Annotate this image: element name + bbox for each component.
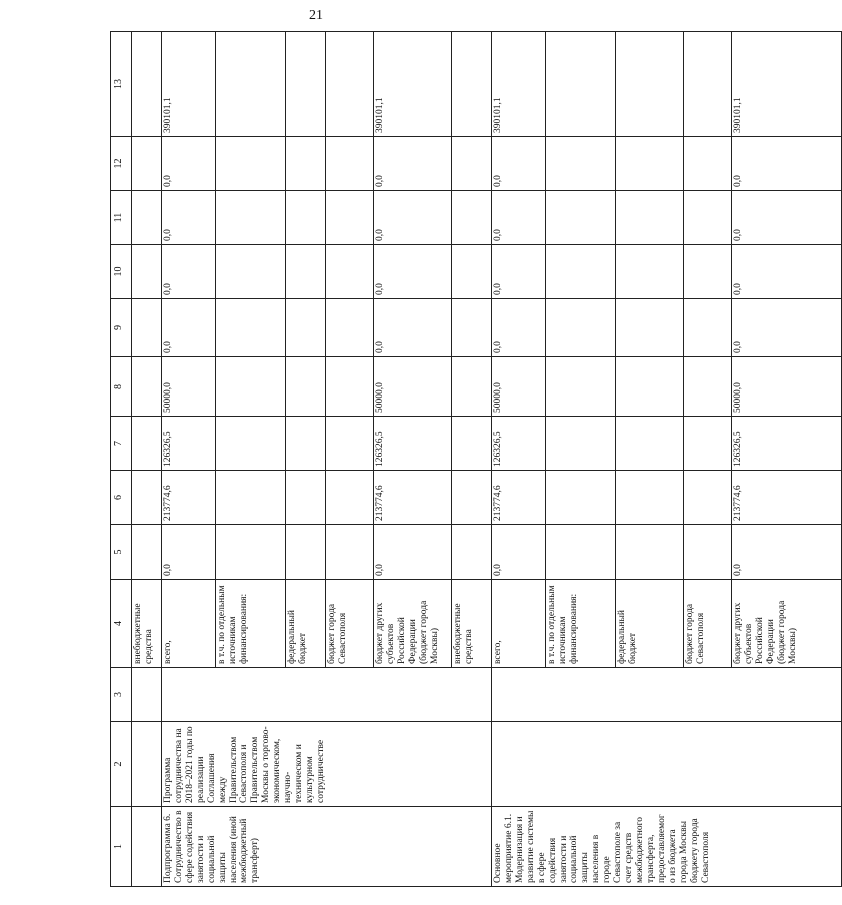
value-cell: 213774,6 <box>732 471 842 525</box>
value-cell <box>216 191 286 245</box>
value-cell <box>286 417 326 471</box>
value-cell: 0,0 <box>732 137 842 191</box>
funding-source-cell: бюджет других субъектов Российской Федерации (бюджет города Москвы) <box>374 580 452 668</box>
value-cell <box>616 245 684 299</box>
value-cell <box>286 525 326 580</box>
column-number: 4 <box>111 580 132 668</box>
value-cell <box>616 299 684 357</box>
value-cell: 0,0 <box>374 299 452 357</box>
value-cell <box>286 32 326 137</box>
responsible-cell <box>492 668 842 722</box>
value-cell: 213774,6 <box>162 471 216 525</box>
value-cell: 126326,5 <box>374 417 452 471</box>
value-cell: 0,0 <box>492 191 546 245</box>
value-cell <box>684 245 732 299</box>
value-cell <box>452 137 492 191</box>
funding-source-cell: бюджет города Севастополя <box>684 580 732 668</box>
value-cell <box>326 245 374 299</box>
value-cell <box>684 191 732 245</box>
carry-over-row <box>132 32 162 887</box>
value-cell: 0,0 <box>162 191 216 245</box>
value-cell: 390101,1 <box>732 32 842 137</box>
value-cell <box>286 471 326 525</box>
value-cell <box>616 525 684 580</box>
value-cell <box>684 32 732 137</box>
value-cell <box>684 525 732 580</box>
financing-table <box>110 31 842 887</box>
value-cell: 0,0 <box>374 137 452 191</box>
item-name-cell: Подпрограмма 6. Сотрудничество в сфере содействия занятости и социальной защиты населения (иной межбюджетный трансферт) <box>162 807 492 887</box>
value-cell: 50000,0 <box>374 357 452 417</box>
value-cell <box>616 137 684 191</box>
value-cell <box>616 32 684 137</box>
value-cell <box>616 191 684 245</box>
program-basis-cell <box>492 722 842 807</box>
value-cell: 390101,1 <box>162 32 216 137</box>
value-cell: 0,0 <box>492 525 546 580</box>
rotated-table-wrapper <box>110 32 798 887</box>
value-cell <box>216 137 286 191</box>
column-number: 7 <box>111 417 132 471</box>
value-cell <box>452 357 492 417</box>
value-cell <box>286 191 326 245</box>
carry-over-label: внебюджетные средства <box>132 580 162 668</box>
value-cell <box>546 357 616 417</box>
value-cell <box>684 417 732 471</box>
value-cell <box>216 357 286 417</box>
column-number: 2 <box>111 722 132 807</box>
value-cell <box>684 357 732 417</box>
value-cell <box>326 417 374 471</box>
value-cell <box>546 32 616 137</box>
value-cell <box>684 471 732 525</box>
column-number: 11 <box>111 191 132 245</box>
program-basis-cell: Программа сотрудничества на 2018–2021 годы по реализации Соглашения между Правительством Севастополя и Правительством Москвы о торгово-экономическом, научно-техническом и культурном сотрудничестве <box>162 722 492 807</box>
value-cell: 0,0 <box>374 525 452 580</box>
value-cell <box>216 245 286 299</box>
value-cell <box>452 191 492 245</box>
value-cell: 126326,5 <box>732 417 842 471</box>
value-cell <box>326 299 374 357</box>
value-cell: 50000,0 <box>162 357 216 417</box>
value-cell <box>452 417 492 471</box>
value-cell <box>452 471 492 525</box>
value-cell <box>452 32 492 137</box>
value-cell <box>286 299 326 357</box>
value-cell <box>616 357 684 417</box>
value-cell <box>546 417 616 471</box>
value-cell <box>216 299 286 357</box>
value-cell: 50000,0 <box>732 357 842 417</box>
value-cell: 126326,5 <box>162 417 216 471</box>
value-cell: 0,0 <box>374 245 452 299</box>
funding-source-cell: в т.ч. по отдельным источникам финансирования: <box>546 580 616 668</box>
value-cell: 0,0 <box>162 137 216 191</box>
funding-source-cell: всего, <box>492 580 546 668</box>
value-cell <box>546 471 616 525</box>
value-cell <box>216 417 286 471</box>
funding-source-cell: федеральный бюджет <box>286 580 326 668</box>
value-cell <box>684 137 732 191</box>
value-cell <box>286 137 326 191</box>
funding-source-cell: всего, <box>162 580 216 668</box>
value-cell: 213774,6 <box>374 471 452 525</box>
value-cell: 0,0 <box>374 191 452 245</box>
value-cell <box>286 245 326 299</box>
value-cell: 0,0 <box>492 137 546 191</box>
column-number: 12 <box>111 137 132 191</box>
value-cell <box>546 299 616 357</box>
column-number: 1 <box>111 807 132 887</box>
value-cell <box>546 137 616 191</box>
value-cell: 50000,0 <box>492 357 546 417</box>
value-cell <box>546 525 616 580</box>
value-cell: 213774,6 <box>492 471 546 525</box>
funding-source-cell: бюджет города Севастополя <box>326 580 374 668</box>
value-cell: 0,0 <box>492 245 546 299</box>
value-cell: 126326,5 <box>492 417 546 471</box>
value-cell <box>326 525 374 580</box>
value-cell <box>326 137 374 191</box>
funding-source-cell: в т.ч. по отдельным источникам финансирования: <box>216 580 286 668</box>
column-number: 6 <box>111 471 132 525</box>
value-cell: 0,0 <box>492 299 546 357</box>
item-name-cell: Основное мероприятие 6.1. Модернизация и развитие системы в сфере содействия занятости и социальной защиты населения в городе Севастополе за счет средств межбюджетного трансферта, предоставляемого из бюджета города Москвы бюджету города Севастополя <box>492 807 842 887</box>
value-cell <box>326 191 374 245</box>
value-cell <box>546 245 616 299</box>
page-number: 21 <box>309 8 323 23</box>
value-cell: 0,0 <box>162 245 216 299</box>
value-cell <box>216 32 286 137</box>
value-cell: 0,0 <box>732 191 842 245</box>
value-cell: 0,0 <box>162 525 216 580</box>
value-cell <box>326 471 374 525</box>
column-number: 5 <box>111 525 132 580</box>
value-cell <box>326 32 374 137</box>
value-cell: 390101,1 <box>374 32 452 137</box>
column-number: 3 <box>111 668 132 722</box>
value-cell: 0,0 <box>732 245 842 299</box>
table-row <box>492 32 546 887</box>
value-cell: 390101,1 <box>492 32 546 137</box>
value-cell <box>216 525 286 580</box>
value-cell <box>452 299 492 357</box>
value-cell <box>684 299 732 357</box>
table-row <box>162 32 216 887</box>
column-number: 13 <box>111 32 132 137</box>
value-cell <box>616 471 684 525</box>
column-number: 9 <box>111 299 132 357</box>
funding-source-cell: федеральный бюджет <box>616 580 684 668</box>
value-cell <box>216 471 286 525</box>
value-cell: 0,0 <box>732 525 842 580</box>
funding-source-cell: бюджет других субъектов Российской Федерации (бюджет города Москвы) <box>732 580 842 668</box>
value-cell <box>616 417 684 471</box>
column-number: 10 <box>111 245 132 299</box>
column-number: 8 <box>111 357 132 417</box>
table-body <box>162 32 842 887</box>
value-cell: 0,0 <box>732 299 842 357</box>
value-cell <box>452 245 492 299</box>
value-cell <box>546 191 616 245</box>
value-cell <box>286 357 326 417</box>
value-cell: 0,0 <box>162 299 216 357</box>
responsible-cell <box>162 668 492 722</box>
value-cell <box>326 357 374 417</box>
value-cell <box>452 525 492 580</box>
funding-source-cell: внебюджетные средства <box>452 580 492 668</box>
column-number-row <box>111 32 132 887</box>
